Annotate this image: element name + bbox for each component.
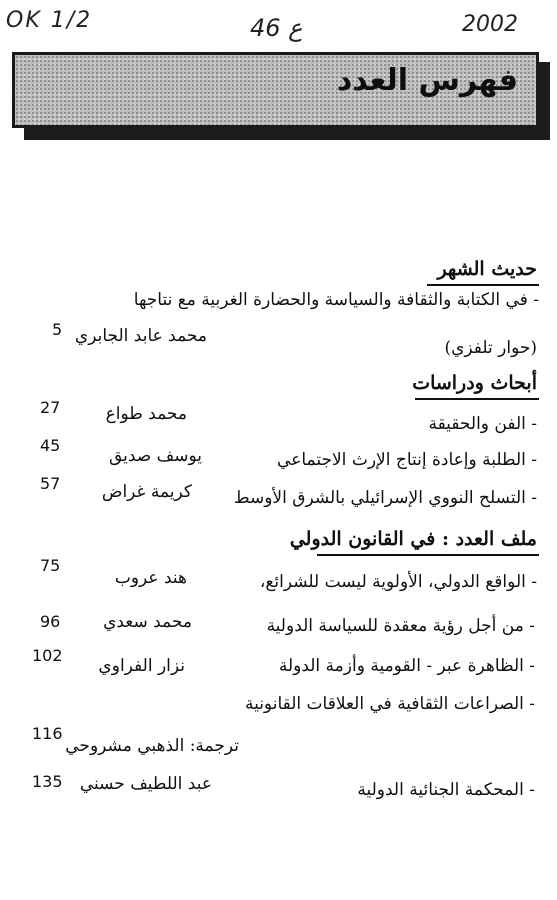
section-underline bbox=[427, 284, 539, 286]
toc-item-title: - الطلبة وإعادة إنتاج الإرث الاجتماعي bbox=[277, 450, 537, 470]
toc-item-author: نزار الفراوي bbox=[98, 656, 185, 676]
section-heading-monthly-talk: حديث الشهر bbox=[437, 258, 537, 280]
toc-item-page: 75 bbox=[40, 556, 61, 575]
handwritten-note-issue: ع 46 bbox=[250, 14, 303, 42]
toc-item-note: (حوار تلفزي) bbox=[444, 338, 537, 358]
toc-item-title: - من أجل رؤية معقدة للسياسة الدولية bbox=[266, 616, 535, 636]
toc-item-page: 5 bbox=[52, 320, 63, 339]
toc-item-title: - الفن والحقيقة bbox=[428, 414, 537, 434]
section-heading-issue-file: ملف العدد : في القانون الدولي bbox=[289, 528, 537, 550]
toc-item-author: محمد عابد الجابري bbox=[74, 326, 207, 346]
section-underline bbox=[415, 398, 539, 400]
toc-item-author: كريمة غراض bbox=[101, 482, 192, 502]
toc-item-author: عبد اللطيف حسني bbox=[79, 774, 212, 794]
title-banner bbox=[12, 52, 539, 128]
toc-item-title: - الواقع الدولي، الأولوية ليست للشرائع، bbox=[259, 572, 537, 592]
toc-item-author: هند عروب bbox=[114, 568, 187, 588]
handwritten-note-year: 2002 bbox=[462, 12, 518, 37]
toc-item-page: 45 bbox=[40, 436, 61, 455]
toc-item-title: - المحكمة الجنائية الدولية bbox=[357, 780, 535, 800]
toc-item-page: 27 bbox=[40, 398, 61, 417]
toc-item-author: يوسف صديق bbox=[108, 446, 202, 466]
handwritten-note-left: OK 1/2 bbox=[6, 8, 93, 33]
toc-item-page: 102 bbox=[32, 646, 63, 665]
toc-item-page: 116 bbox=[32, 724, 63, 743]
toc-item-author: محمد طواع bbox=[105, 404, 187, 424]
toc-item-page: 57 bbox=[40, 474, 61, 493]
toc-item-title: - في الكتابة والثقافة والسياسة والحضارة الغربية مع نتاجها bbox=[133, 290, 539, 310]
toc-item-title: - الظاهرة عبر - القومية وأزمة الدولة bbox=[278, 656, 535, 676]
toc-item-page: 135 bbox=[32, 772, 63, 791]
toc-item-page: 96 bbox=[40, 612, 61, 631]
section-heading-research: أبحاث ودراسات bbox=[412, 372, 537, 394]
section-underline bbox=[317, 554, 539, 556]
toc-item-author: ترجمة: الذهبي مشروحي bbox=[65, 736, 239, 756]
toc-item-title: - الصراعات الثقافية في العلاقات القانونية bbox=[244, 694, 535, 714]
toc-item-author: محمد سعدي bbox=[103, 612, 192, 632]
page-title: فهرس العدد bbox=[336, 63, 518, 98]
toc-item-title: - التسلح النووي الإسرائيلي بالشرق الأوسط bbox=[233, 488, 537, 508]
